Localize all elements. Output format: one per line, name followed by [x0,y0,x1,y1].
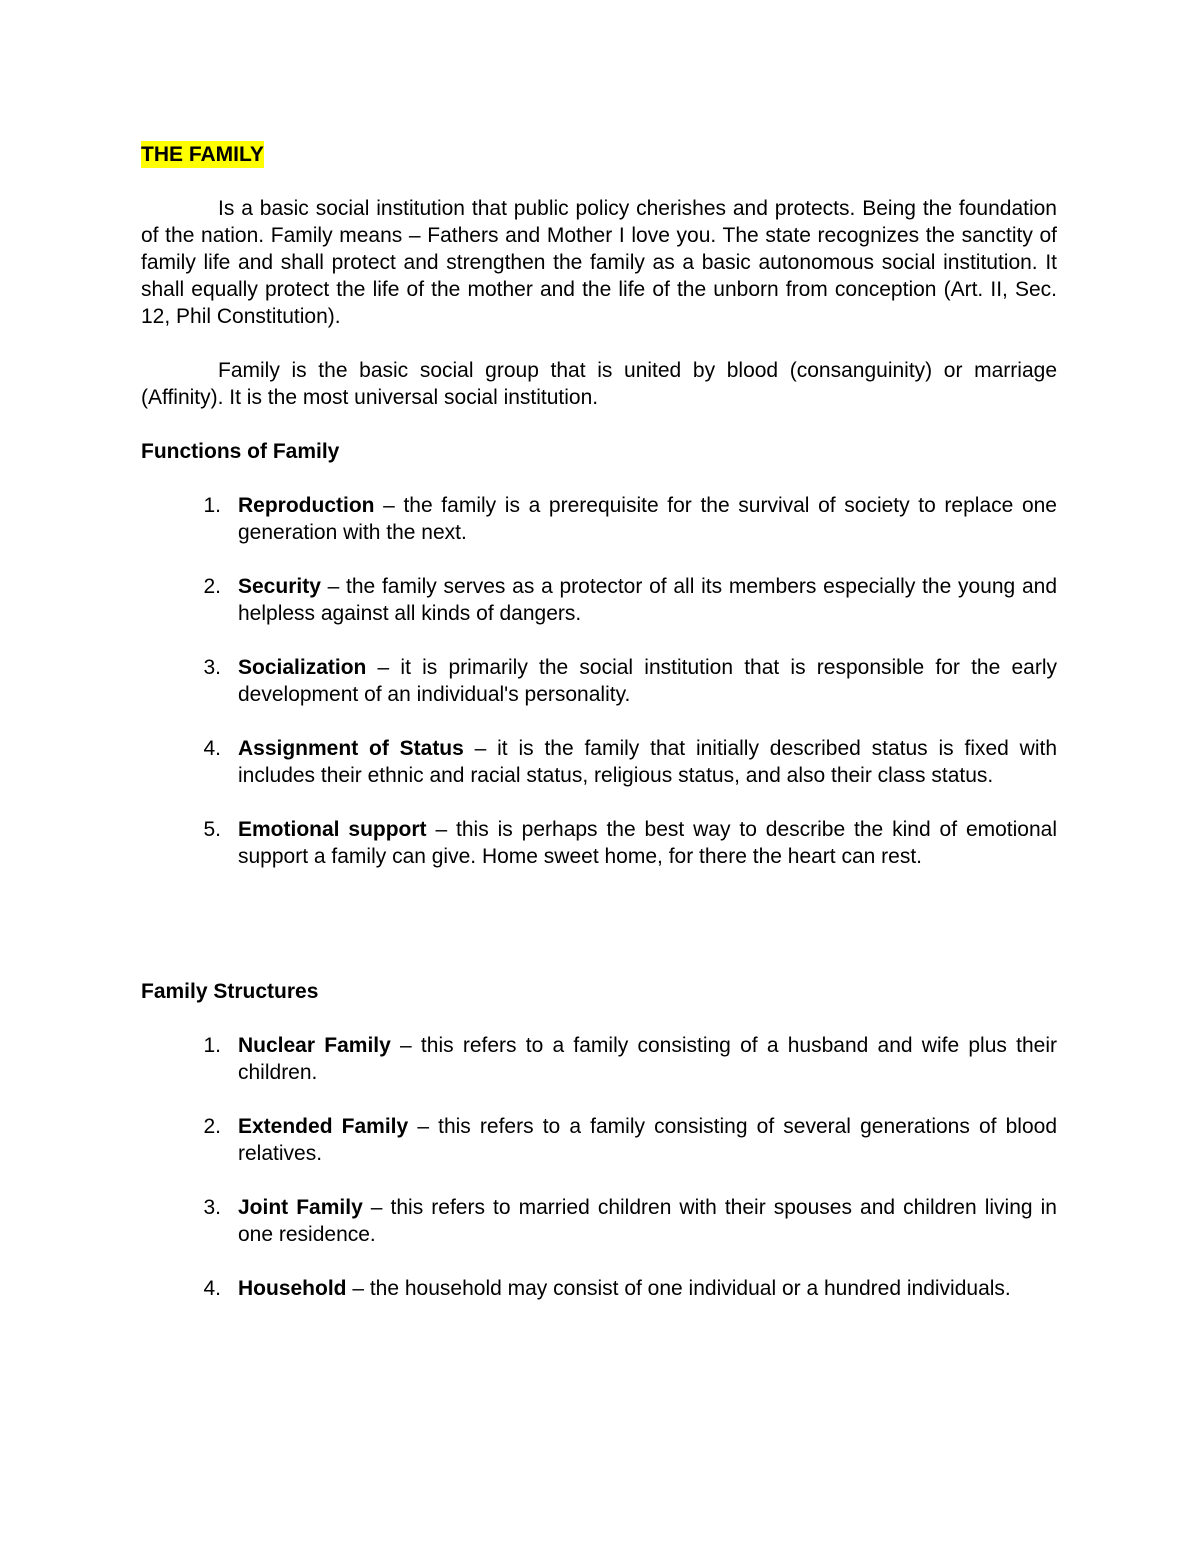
list-term: Household [238,1277,347,1300]
list-number: 2. [203,1115,221,1138]
list-text: – this refers to a family consisting of several generations of blood relatives. [238,1115,1057,1165]
list-number: 3. [203,1196,221,1219]
list-text: – the family serves as a protector of all its members especially the young and helpless against all kinds of dangers. [238,575,1057,625]
list-term: Reproduction [238,494,375,517]
list-text: – it is the family that initially described status is fixed with includes their ethnic and racial status, religious status, and also their class status. [238,737,1058,787]
list-number: 3. [203,656,221,679]
list-number: 2. [203,575,221,598]
list-text: – this refers to a family consisting of a husband and wife plus their children. [238,1034,1057,1084]
list-number: 4. [203,737,221,760]
list-item [141,1275,1057,1302]
definition-paragraph: Family is the basic social group that is united by blood (consanguinity) or marriage (Affinity). It is the most universal social institution. [141,359,1057,409]
list-term: Assignment of Status [238,737,464,760]
list-number: 1. [203,494,221,517]
list-text: – this refers to married children with their spouses and children living in one residence. [238,1196,1057,1246]
structures-list [141,1032,1057,1302]
list-text: – the household may consist of one individual or a hundred individuals. [346,1277,1011,1300]
list-item [141,492,1057,546]
list-term: Extended Family [238,1115,409,1138]
list-item [141,1113,1057,1167]
list-term: Nuclear Family [238,1034,391,1057]
list-number: 5. [203,818,221,841]
list-item [141,1032,1057,1086]
structures-heading: Family Structures [141,980,319,1003]
functions-list [141,492,1057,870]
list-item [141,654,1057,708]
list-number: 4. [203,1277,221,1300]
list-term: Emotional support [238,818,427,841]
intro-paragraph: Is a basic social institution that public policy cherishes and protects. Being the foundation of the nation. Family means – Fathers and Mother I love you. The state recognizes the sanctity of family life and shall protect and strengthen the family as a basic autonomous social institution. It shall equally protect the life of the mother and the life of the unborn from conception (Art. II, Sec. 12, Phil Constitution). [141,197,1057,328]
list-item [141,735,1057,789]
list-text: – this is perhaps the best way to describe the kind of emotional support a family can give. Home sweet home, for there the heart can rest. [238,818,1057,868]
functions-heading: Functions of Family [141,440,340,463]
list-number: 1. [203,1034,221,1057]
document-title: THE FAMILY [141,143,264,166]
list-text: – it is primarily the social institution that is responsible for the early development of an individual's personality. [238,656,1057,706]
list-term: Joint Family [238,1196,363,1219]
list-item [141,1194,1057,1248]
list-term: Socialization [238,656,367,679]
list-text: – the family is a prerequisite for the survival of society to replace one generation with the next. [238,494,1057,544]
list-item [141,573,1057,627]
list-term: Security [238,575,321,598]
document-page [141,141,1057,1302]
list-item [141,816,1057,870]
